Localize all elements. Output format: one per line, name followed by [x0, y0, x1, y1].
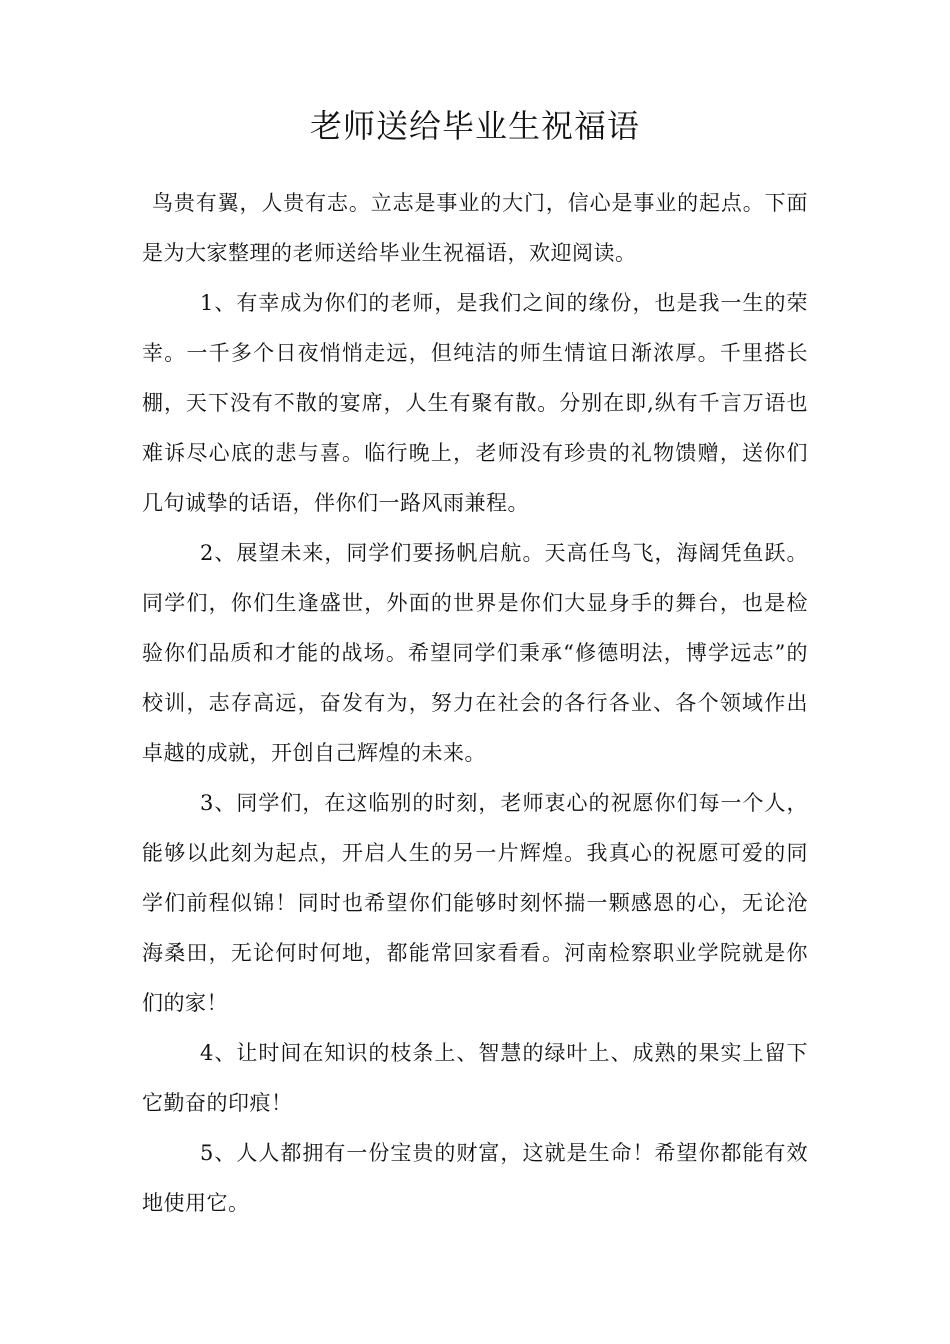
- document-body: [142, 178, 808, 1228]
- paragraph-4: 4、让时间在知识的枝条上、智慧的绿叶上、成熟的果实上留下它勤奋的印痕！: [142, 1041, 808, 1115]
- document-title: 老师送给毕业生祝福语: [309, 107, 640, 145]
- intro-paragraph: 鸟贵有翼，人贵有志。立志是事业的大门，信心是事业的起点。下面是为大家整理的老师送给毕业生祝福语，欢迎阅读。: [142, 191, 808, 265]
- paragraph-3: 3、同学们，在这临别的时刻，老师衷心的祝愿你们每一个人，能够以此刻为起点，开启人生的另一片辉煌。我真心的祝愿可爱的同学们前程似锦！同时也希望你们能够时刻怀揣一颗感恩的心，无论沧海桑田，无论何时何地，都能常回家看看。河南检察职业学院就是你们的家！: [142, 791, 808, 1015]
- paragraph-5: 5、人人都拥有一份宝贵的财富，这就是生命！希望你都能有效地使用它。: [142, 1141, 808, 1215]
- paragraph-2: 2、展望未来，同学们要扬帆启航。天高任鸟飞，海阔凭鱼跃。同学们，你们生逢盛世，外面的世界是你们大显身手的舞台，也是检验你们品质和才能的战场。希望同学们秉承“修德明法，博学远志”的校训，志存高远，奋发有为，努力在社会的各行各业、各个领域作出卓越的成就，开创自己辉煌的未来。: [142, 541, 808, 765]
- paragraph-1: 1、有幸成为你们的老师，是我们之间的缘份，也是我一生的荣幸。一千多个日夜悄悄走远，但纯洁的师生情谊日渐浓厚。千里搭长棚，天下没有不散的宴席，人生有聚有散。分别在即,纵有千言万语也难诉尽心底的悲与喜。临行晚上，老师没有珍贵的礼物馈赠，送你们几句诚挚的话语，伴你们一路风雨兼程。: [142, 291, 808, 515]
